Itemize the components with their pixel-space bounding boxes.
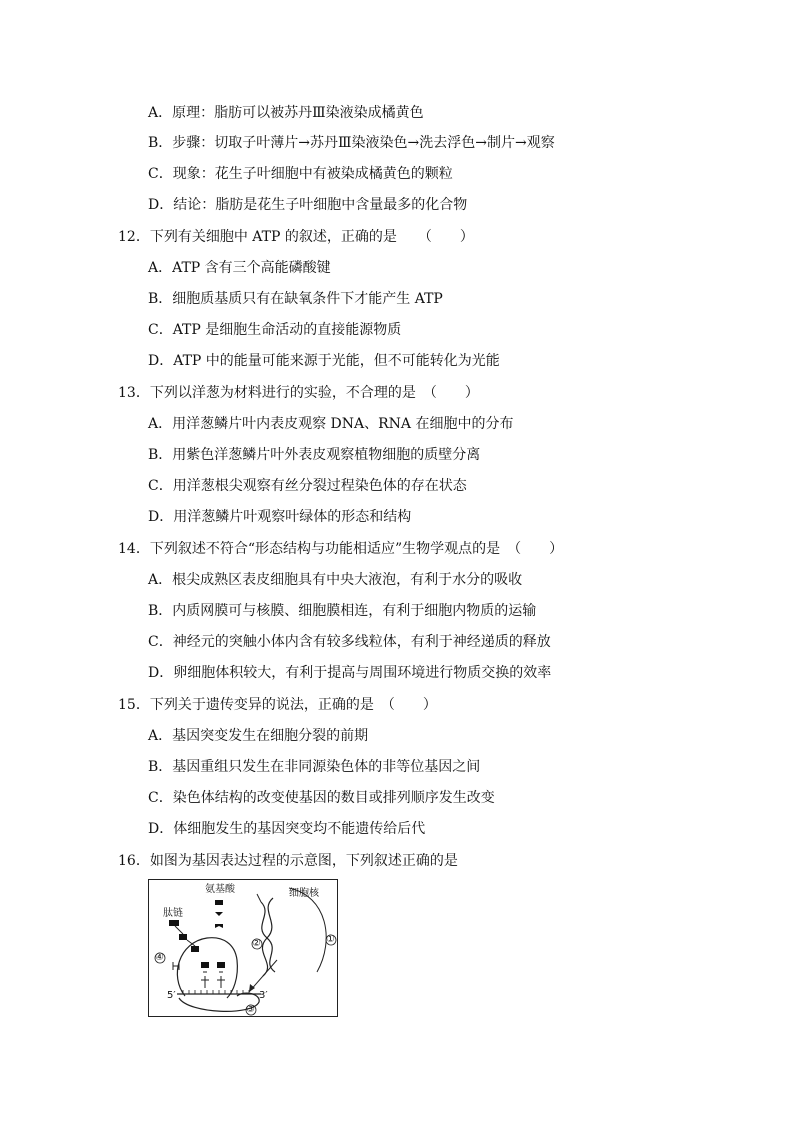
q12-option-d: D．ATP 中的能量可能来源于光能，但不可能转化为光能 [148, 353, 500, 369]
q13-option-d: D．用洋葱鳞片叶观察叶绿体的形态和结构 [148, 509, 412, 525]
q15-stem: 15．下列关于遗传变异的说法，正确的是 （ ） [118, 697, 437, 713]
gene-expression-diagram [148, 879, 338, 1017]
q14-option-b: B．内质网膜可与核膜、细胞膜相连，有利于细胞内物质的运输 [148, 603, 537, 619]
q11-option-a: A．原理：脂肪可以被苏丹Ⅲ染液染成橘黄色 [148, 105, 424, 121]
q14-option-a: A．根尖成熟区表皮细胞具有中央大液泡，有利于水分的吸收 [148, 572, 523, 588]
label-amino-acid: 氨基酸 [205, 884, 235, 895]
nuclear-envelope [289, 888, 326, 972]
label-circled-3: ③ [246, 1004, 255, 1015]
q11-option-b: B．步骤：切取子叶薄片→苏丹Ⅲ染液染色→洗去浮色→制片→观察 [148, 135, 555, 151]
q15-option-d: D．体细胞发生的基因突变均不能遗传给后代 [148, 821, 426, 837]
dna-strand-2 [262, 898, 273, 976]
q14-option-c: C．神经元的突触小体内含有较多线粒体，有利于神经递质的释放 [148, 634, 551, 650]
label-circled-4: ④ [155, 952, 164, 963]
q15-option-c: C．染色体结构的改变使基因的数目或排列顺序发生改变 [148, 790, 495, 806]
q12-option-b: B．细胞质基质只有在缺氧条件下才能产生 ATP [148, 291, 443, 307]
q12-option-a: A．ATP 含有三个高能磷酸键 [148, 260, 331, 276]
q15-option-b: B．基因重组只发生在非同源染色体的非等位基因之间 [148, 759, 481, 775]
q16-stem: 16．如图为基因表达过程的示意图，下列叙述正确的是 [118, 853, 458, 869]
q14-option-d: D．卵细胞体积较大，有利于提高与周围环境进行物质交换的效率 [148, 665, 552, 681]
q14-stem: 14．下列叙述不符合“形态结构与功能相适应”生物学观点的是 （ ） [118, 541, 564, 557]
amino-acid-block [201, 962, 209, 968]
q13-option-a: A．用洋葱鳞片叶内表皮观察 DNA、RNA 在细胞中的分布 [148, 416, 514, 432]
q13-stem: 13．下列以洋葱为材料进行的实验，不合理的是 （ ） [118, 385, 479, 401]
amino-acid-block [217, 962, 225, 968]
label-nucleus: 细胞核 [289, 888, 319, 899]
label-3-prime: 3′ [259, 990, 268, 1001]
q13-option-c: C．用洋葱根尖观察有丝分裂过程染色体的存在状态 [148, 478, 467, 494]
amino-acid-legend [215, 924, 223, 928]
q12-stem: 12．下列有关细胞中 ATP 的叙述，正确的是 （ ） [118, 229, 474, 245]
amino-acid-legend [215, 900, 223, 905]
gene-expression-figure [149, 880, 339, 1018]
q12-option-c: C．ATP 是细胞生命活动的直接能源物质 [148, 322, 402, 338]
label-circled-1: ① [326, 934, 335, 945]
label-5-prime: 5′ [167, 990, 176, 1001]
peptide-chain [169, 920, 199, 952]
q13-option-b: B．用紫色洋葱鳞片叶外表皮观察植物细胞的质壁分离 [148, 447, 481, 463]
label-peptide-chain: 肽链 [163, 908, 183, 919]
q11-option-d: D．结论：脂肪是花生子叶细胞中含量最多的化合物 [148, 197, 468, 213]
q11-option-c: C．现象：花生子叶细胞中有被染成橘黄色的颗粒 [148, 166, 453, 182]
amino-acid-legend [215, 912, 223, 916]
label-circled-2: ② [252, 938, 261, 949]
q15-option-a: A．基因突变发生在细胞分裂的前期 [148, 728, 369, 744]
